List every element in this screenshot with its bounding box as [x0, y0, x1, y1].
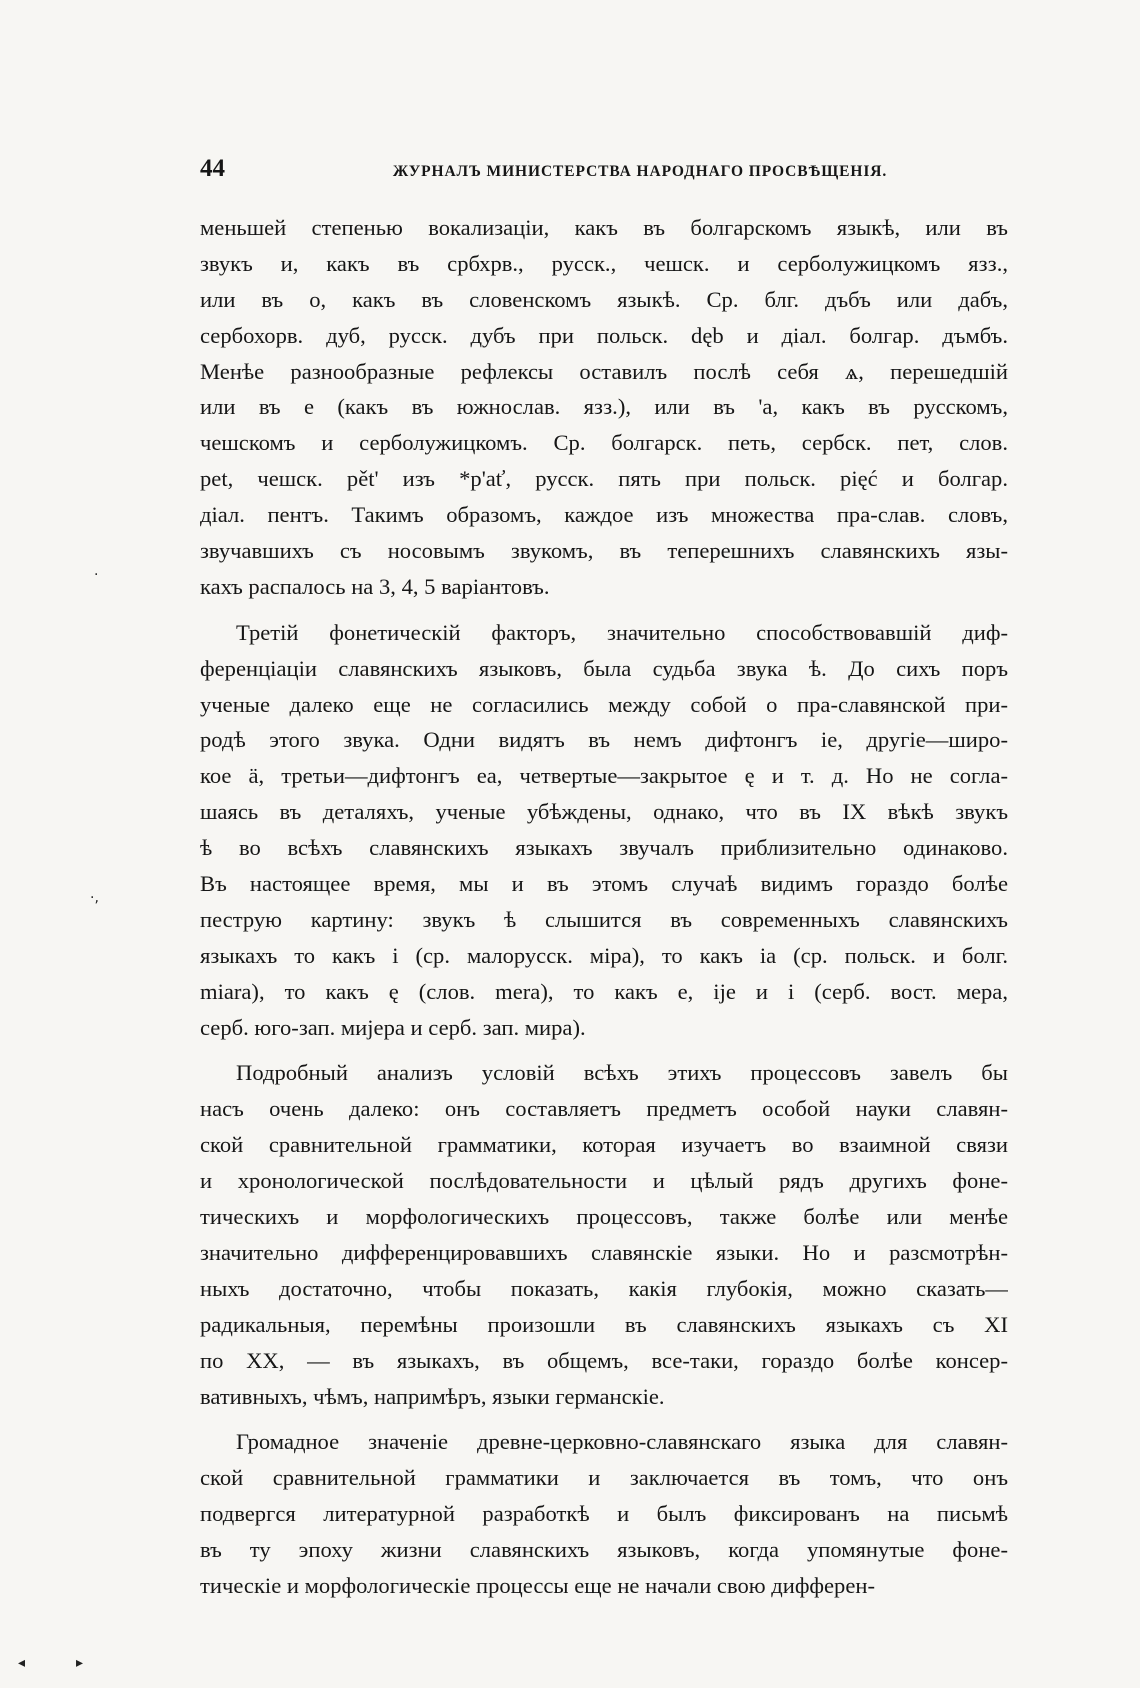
- text-line: шаясь въ деталяхъ, ученые убѣждены, однако, что въ IX вѣкѣ звукъ: [200, 799, 1008, 825]
- paragraph-gap: [200, 1414, 1008, 1424]
- corner-mark: ◂: [18, 1655, 26, 1671]
- text-line: ференціаціи славянскихъ языковъ, была судьба звука ѣ. До сихъ поръ: [200, 655, 1008, 681]
- body-text: [200, 210, 1008, 1604]
- text-line: меньшей степенью вокализаціи, какъ въ болгарскомъ языкѣ, или въ: [200, 215, 1008, 240]
- text-line: Въ настоящее время, мы и въ этомъ случаѣ видимъ гораздо болѣе: [200, 871, 1008, 897]
- paragraph: [200, 615, 1008, 1046]
- text-line: ской сравнительной грамматики, которая изучаетъ во взаимной связи: [200, 1132, 1008, 1158]
- paragraph-gap: [200, 1045, 1008, 1055]
- text-line: и хронологической послѣдовательности и цѣлый рядъ другихъ фоне-: [200, 1168, 1008, 1194]
- text-line: Громадное значеніе древне-церковно-славянскаго языка для славян-: [236, 1429, 1008, 1455]
- text-line: ѣ во всѣхъ славянскихъ языкахъ звучалъ приблизительно одинаково.: [200, 835, 1008, 861]
- paragraph: [200, 1424, 1008, 1603]
- text-line: діал. пентъ. Такимъ образомъ, каждое изъ множества пра-слав. словъ,: [200, 502, 1008, 528]
- text-line: звукъ и, какъ въ србхрв., русск., чешск. и серболужицкомъ язз.,: [200, 250, 1008, 276]
- text-line: чешскомъ и серболужицкомъ. Ср. болгарск. петь, сербск. пет, слов.: [200, 430, 1008, 456]
- text-line: Третій фонетическій факторъ, значительно способствовавшій диф-: [236, 619, 1008, 645]
- text-line: miara), то какъ ę (слов. mera), то какъ е, ije и i (серб. вост. мера,: [200, 978, 1008, 1004]
- text-line: Подробный анализъ условій всѣхъ этихъ процессовъ завелъ бы: [236, 1060, 1008, 1086]
- text-line: подвергся литературной разработкѣ и былъ фиксированъ на письмѣ: [200, 1501, 1008, 1527]
- paragraph: [200, 1055, 1008, 1414]
- text-line: родѣ этого звука. Одни видятъ въ немъ дифтонгъ ie, другіе—широ-: [200, 727, 1008, 753]
- text-line: кое ä, третьи—дифтонгъ ea, четвертые—закрытое ę и т. д. Но не согла-: [200, 763, 1008, 789]
- text-line: по XX, — въ языкахъ, въ общемъ, все-таки, гораздо болѣе консер-: [200, 1347, 1008, 1373]
- text-line: или въ е (какъ въ южнослав. язз.), или въ 'а, какъ въ русскомъ,: [200, 394, 1008, 420]
- running-title: ЖУРНАЛЪ МИНИСТЕРСТВА НАРОДНАГО ПРОСВѢЩЕНІЯ.: [392, 163, 888, 180]
- text-line: ныхъ достаточно, чтобы показать, какія глубокія, можно сказать—: [200, 1275, 1008, 1301]
- text-line: языкахъ то какъ і (ср. малорусск. міра), то какъ ia (ср. польск. и болг.: [200, 942, 1008, 968]
- text-line: кахъ распалось на 3, 4, 5 варіантовъ.: [200, 573, 550, 599]
- text-line: сербохорв. дуб, русск. дубъ при польск. dęb и діал. болгар. дъмбъ.: [200, 322, 1008, 348]
- text-line: или въ о, какъ въ словенскомъ языкѣ. Ср. блг. дъбъ или дабъ,: [200, 286, 1008, 312]
- text-line: радикальныя, перемѣны произошли въ славянскихъ языкахъ съ XI: [200, 1311, 1008, 1337]
- text-line: серб. юго-зап. мијера и серб. зап. мира).: [200, 1014, 586, 1040]
- text-line: Менѣе разнообразные рефлексы оставилъ послѣ себя ѧ, перешедшій: [200, 358, 1008, 384]
- text-line: значительно дифференцировавшихъ славянскіе языки. Но и разсмотрѣн-: [200, 1239, 1008, 1265]
- text-line: въ ту эпоху жизни славянскихъ языковъ, когда упомянутые фоне-: [200, 1537, 1008, 1563]
- page-number: 44: [200, 155, 225, 182]
- text-line: ской сравнительной грамматики и заключается въ томъ, что онъ: [200, 1465, 1008, 1491]
- margin-speck: ·,: [90, 890, 99, 906]
- text-line: звучавшихъ съ носовымъ звукомъ, въ теперешнихъ славянскихъ язы-: [200, 538, 1008, 564]
- page-header: [200, 155, 1010, 183]
- text-line: pet, чешск. pět' изъ *p'ať, русск. пять при польск. pięć и болгар.: [200, 466, 1008, 492]
- text-line: насъ очень далеко: онъ составляетъ предметъ особой науки славян-: [200, 1096, 1008, 1122]
- paragraph-gap: [200, 605, 1008, 615]
- paragraph: [200, 210, 1008, 605]
- text-line: ученые далеко еще не согласились между собой о пра-славянской при-: [200, 691, 1008, 717]
- text-line: вативныхъ, чѣмъ, напримѣръ, языки германскіе.: [200, 1383, 665, 1409]
- corner-mark: ▸: [76, 1655, 84, 1671]
- text-line: тическихъ и морфологическихъ процессовъ, также болѣе или менѣе: [200, 1204, 1008, 1230]
- margin-speck: ·: [94, 567, 99, 583]
- text-line: тическіе и морфологическіе процессы еще не начали свою дифферен-: [200, 1572, 875, 1598]
- text-line: пеструю картину: звукъ ѣ слышится въ современныхъ славянскихъ: [200, 906, 1008, 932]
